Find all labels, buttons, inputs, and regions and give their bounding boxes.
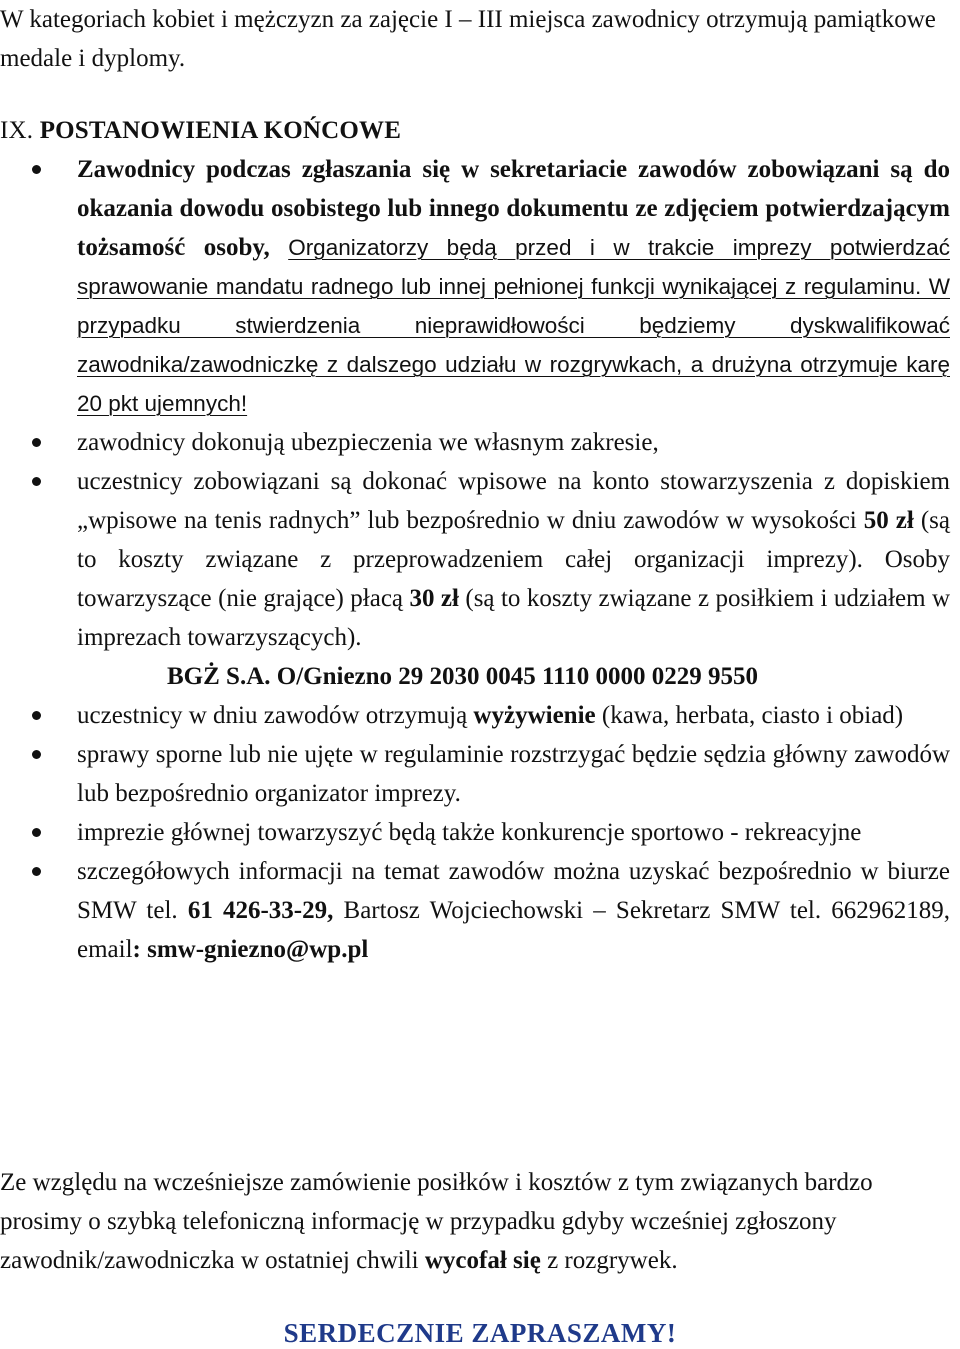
identification-text: Zawodnicy podczas zgłaszania się w sekretariacie zawodów zobowiązani są do okazania dowodu osobistego lub innego dokumentu ze zdjęciem potwierdzającym tożsamość osoby,: [77, 156, 950, 261]
fee-text-2: (są to koszty związane z przeprowadzeniem całej organizacji imprezy). Osoby towarzyszące (nie grające) płacą: [77, 507, 950, 612]
list-item-entry-fee: [0, 462, 950, 696]
closing-invitation: SERDECZNIE ZAPRASZAMY!: [283, 1318, 677, 1348]
extras-text: imprezie głównej towarzyszyć będą także konkurencje sportowo - rekreacyjne: [77, 819, 862, 846]
list-item-identification: [0, 150, 950, 423]
provisions-list: [0, 150, 950, 969]
section-number: IX.: [0, 117, 34, 144]
outro-paragraph: [0, 1163, 952, 1280]
disputes-text: sprawy sporne lub nie ujęte w regulaminie rozstrzygać będzie sędzia główny zawodów lub bezpośrednio organizator imprezy.: [77, 741, 950, 807]
contact-email: : smw-gniezno@wp.pl: [132, 936, 369, 963]
list-item-extras: [0, 813, 950, 852]
bullet-icon: [32, 438, 41, 447]
verification-text: Organizatorzy będą przed i w trakcie imprezy potwierdzać sprawowanie mandatu radnego lub innej pełnionej funkcji wynikającej z regulaminu. W przypadku stwierdzenia nieprawidłowości będziemy dyskwalifikować zawodnika/zawodniczkę z dalszego udziału w rozgrywkach, a drużyna otrzymuje karę 20 pkt ujemnych!: [77, 235, 950, 416]
section-heading: [0, 113, 401, 149]
outro-bold: wycofał się: [424, 1247, 541, 1274]
fee-text-3: (są to koszty związane z posiłkiem i udziałem w imprezach towarzyszących).: [77, 585, 951, 651]
list-item-insurance: [0, 423, 950, 462]
bullet-icon: [32, 711, 41, 720]
bank-account: BGŻ S.A. O/Gniezno 29 2030 0045 1110 0000 0229 9550: [167, 663, 759, 690]
fee-amount: 50 zł: [863, 507, 914, 534]
bullet-icon: [32, 867, 41, 876]
bullet-icon: [32, 477, 41, 486]
outro-text-1: Ze względu na wcześniejsze zamówienie posiłków i kosztów z tym związanych bardzo prosimy o szybką telefoniczną informację w przypadku gdyby wcześniej zgłoszony zawodnik/zawodniczka w ostatniej chwili: [0, 1169, 873, 1274]
list-item-meals: [0, 696, 950, 735]
outro-text-2: z rozgrywek.: [540, 1247, 678, 1274]
list-item-disputes: [0, 735, 950, 813]
bullet-icon: [32, 750, 41, 759]
info-text-1: szczegółowych informacji na temat zawodów można uzyskać bezpośrednio w biurze SMW tel.: [77, 858, 950, 924]
food-text-1: uczestnicy w dniu zawodów otrzymują: [77, 702, 474, 729]
bullet-icon: [32, 165, 41, 174]
list-item-contact: [0, 852, 950, 969]
food-bold: wyżywienie: [473, 702, 596, 729]
office-phone: 61 426-33-29,: [187, 897, 334, 924]
fee-amount-companions: 30 zł: [409, 585, 459, 612]
food-text-2: (kawa, herbata, ciasto i obiad): [595, 702, 904, 729]
bullet-icon: [32, 828, 41, 837]
section-title: POSTANOWIENIA KOŃCOWE: [39, 117, 402, 144]
info-text-2: Bartosz Wojciechowski – Sekretarz SMW tel. 662962189, email: [77, 897, 951, 963]
insurance-text: zawodnicy dokonują ubezpieczenia we własnym zakresie,: [77, 429, 659, 456]
intro-paragraph: W kategoriach kobiet i mężczyzn za zajęcie I – III miejsca zawodnicy otrzymują pamiątkowe medale i dyplomy.: [0, 6, 936, 72]
fee-text-1: uczestnicy zobowiązani są dokonać wpisowe na konto stowarzyszenia z dopiskiem „wpisowe na tenis radnych” lub bezpośrednio w dniu zawodów w wysokości: [77, 468, 950, 534]
